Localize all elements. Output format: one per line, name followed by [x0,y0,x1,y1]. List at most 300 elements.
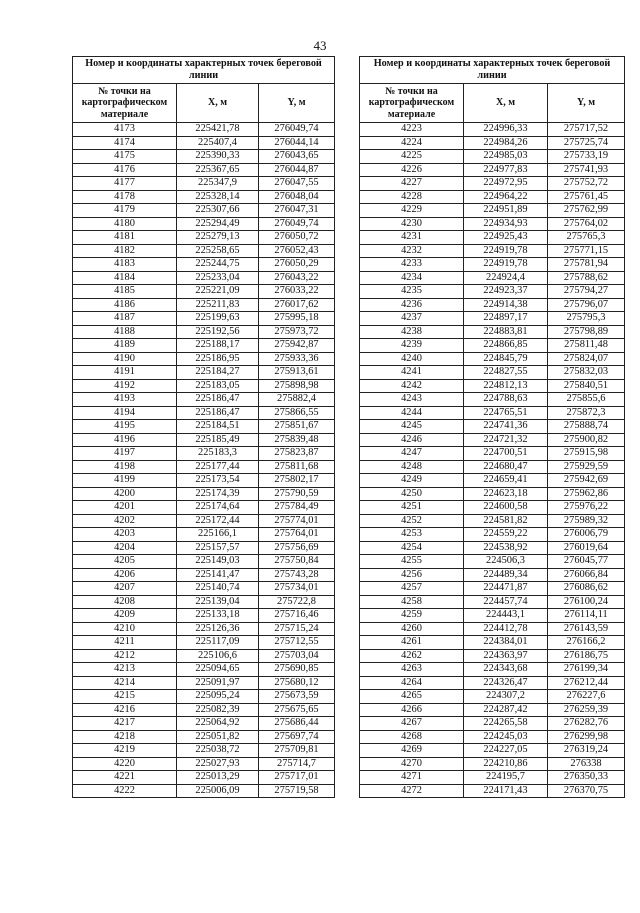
table-row [360,784,625,798]
y-coordinate-cell: 275703,04 [259,649,335,663]
point-number-cell: 4250 [360,487,464,501]
x-coordinate-cell: 225390,33 [177,150,259,164]
y-coordinate-cell: 275714,7 [259,757,335,771]
point-number-cell: 4264 [360,676,464,690]
point-number-cell: 4232 [360,244,464,258]
point-number-cell: 4227 [360,177,464,191]
table-row [360,325,625,339]
point-number-cell: 4239 [360,339,464,353]
table-row [360,420,625,434]
table-row [360,231,625,245]
point-number-cell: 4270 [360,757,464,771]
x-coordinate-cell: 225183,05 [177,379,259,393]
table-row [73,136,335,150]
y-coordinate-cell: 275709,81 [259,744,335,758]
point-number-cell: 4260 [360,622,464,636]
table-row [73,312,335,326]
x-coordinate-cell: 224559,22 [464,528,548,542]
x-coordinate-cell: 224741,36 [464,420,548,434]
y-coordinate-cell: 275811,68 [259,460,335,474]
table-row [73,420,335,434]
table-row [360,514,625,528]
x-coordinate-cell: 224227,05 [464,744,548,758]
point-number-cell: 4188 [73,325,177,339]
table-row [360,285,625,299]
x-coordinate-cell: 225091,97 [177,676,259,690]
point-number-cell: 4199 [73,474,177,488]
y-coordinate-cell: 276259,39 [548,703,625,717]
point-number-cell: 4249 [360,474,464,488]
y-coordinate-cell: 275734,01 [259,582,335,596]
table-row [73,717,335,731]
table-row [73,447,335,461]
table-row [360,298,625,312]
point-number-cell: 4210 [73,622,177,636]
x-coordinate-cell: 224765,51 [464,406,548,420]
x-coordinate-cell: 224700,51 [464,447,548,461]
y-coordinate-cell: 275725,74 [548,136,625,150]
table-row [360,339,625,353]
table-row [73,217,335,231]
y-coordinate-cell: 276017,62 [259,298,335,312]
x-coordinate-cell: 225294,49 [177,217,259,231]
point-number-cell: 4228 [360,190,464,204]
table-row [73,393,335,407]
x-coordinate-cell: 225133,18 [177,609,259,623]
table-row [73,609,335,623]
y-coordinate-cell: 275722,8 [259,595,335,609]
point-number-cell: 4243 [360,393,464,407]
point-number-cell: 4265 [360,690,464,704]
table-row [73,595,335,609]
y-coordinate-cell: 275686,44 [259,717,335,731]
x-coordinate-cell: 224210,86 [464,757,548,771]
x-coordinate-cell: 225117,09 [177,636,259,650]
y-coordinate-cell: 276033,22 [259,285,335,299]
point-number-cell: 4173 [73,123,177,137]
table-row [73,231,335,245]
point-number-cell: 4245 [360,420,464,434]
y-coordinate-cell: 275824,07 [548,352,625,366]
point-number-cell: 4179 [73,204,177,218]
x-coordinate-cell: 225106,6 [177,649,259,663]
x-coordinate-cell: 225186,47 [177,406,259,420]
y-coordinate-cell: 276050,29 [259,258,335,272]
point-number-cell: 4256 [360,568,464,582]
x-coordinate-cell: 225149,03 [177,555,259,569]
x-coordinate-cell: 225006,09 [177,784,259,798]
point-number-cell: 4240 [360,352,464,366]
table-row [73,285,335,299]
x-coordinate-cell: 224924,4 [464,271,548,285]
point-number-cell: 4175 [73,150,177,164]
x-coordinate-cell: 224659,41 [464,474,548,488]
table-row [73,325,335,339]
table-row [73,163,335,177]
x-coordinate-cell: 224897,17 [464,312,548,326]
y-coordinate-cell: 275976,22 [548,501,625,515]
x-coordinate-cell: 224623,18 [464,487,548,501]
y-coordinate-cell: 276212,44 [548,676,625,690]
x-coordinate-cell: 225141,47 [177,568,259,582]
y-coordinate-cell: 275790,59 [259,487,335,501]
x-coordinate-cell: 225233,04 [177,271,259,285]
table-row [73,514,335,528]
point-number-cell: 4187 [73,312,177,326]
table-row [73,636,335,650]
table-row [360,528,625,542]
table-row [73,757,335,771]
y-coordinate-cell: 276199,34 [548,663,625,677]
y-coordinate-cell: 276086,62 [548,582,625,596]
y-coordinate-cell: 276048,04 [259,190,335,204]
y-coordinate-cell: 276045,77 [548,555,625,569]
table-row [73,339,335,353]
point-number-cell: 4217 [73,717,177,731]
y-coordinate-cell: 276114,11 [548,609,625,623]
table-row [360,582,625,596]
table-row [360,123,625,137]
point-number-cell: 4218 [73,730,177,744]
x-coordinate-cell: 224883,81 [464,325,548,339]
point-number-cell: 4196 [73,433,177,447]
x-coordinate-cell: 224845,79 [464,352,548,366]
x-coordinate-cell: 225013,29 [177,771,259,785]
y-coordinate-cell: 275764,02 [548,217,625,231]
table-row [73,487,335,501]
point-number-cell: 4272 [360,784,464,798]
table-row [360,447,625,461]
x-coordinate-cell: 225192,56 [177,325,259,339]
table-row [360,703,625,717]
x-coordinate-cell: 225184,27 [177,366,259,380]
point-number-cell: 4230 [360,217,464,231]
table-title: Номер и координаты характерных точек береговой линии [73,57,335,84]
point-number-cell: 4242 [360,379,464,393]
coordinates-table-left [72,56,335,798]
table-row [360,730,625,744]
table-row [360,150,625,164]
point-number-cell: 4258 [360,595,464,609]
point-number-cell: 4184 [73,271,177,285]
table-row [360,487,625,501]
x-coordinate-cell: 225258,65 [177,244,259,258]
point-number-cell: 4224 [360,136,464,150]
point-number-cell: 4254 [360,541,464,555]
point-number-cell: 4176 [73,163,177,177]
x-coordinate-cell: 224919,78 [464,244,548,258]
point-number-cell: 4246 [360,433,464,447]
y-coordinate-cell: 275788,62 [548,271,625,285]
table-row [73,703,335,717]
point-number-cell: 4174 [73,136,177,150]
table-row [73,649,335,663]
column-header-y: Y, м [259,84,335,123]
table-row [73,730,335,744]
point-number-cell: 4247 [360,447,464,461]
x-coordinate-cell: 225183,3 [177,447,259,461]
point-number-cell: 4268 [360,730,464,744]
x-coordinate-cell: 225082,39 [177,703,259,717]
x-coordinate-cell: 224443,1 [464,609,548,623]
table-row [360,649,625,663]
x-coordinate-cell: 224914,38 [464,298,548,312]
table-row [360,690,625,704]
table-row [73,474,335,488]
y-coordinate-cell: 275784,49 [259,501,335,515]
table-row [360,622,625,636]
point-number-cell: 4222 [73,784,177,798]
y-coordinate-cell: 276019,64 [548,541,625,555]
y-coordinate-cell: 275929,59 [548,460,625,474]
x-coordinate-cell: 224680,47 [464,460,548,474]
y-coordinate-cell: 275798,89 [548,325,625,339]
point-number-cell: 4237 [360,312,464,326]
point-number-cell: 4219 [73,744,177,758]
table-row [360,366,625,380]
point-number-cell: 4220 [73,757,177,771]
x-coordinate-cell: 225307,66 [177,204,259,218]
y-coordinate-cell: 276043,65 [259,150,335,164]
x-coordinate-cell: 224287,42 [464,703,548,717]
point-number-cell: 4253 [360,528,464,542]
y-coordinate-cell: 275712,55 [259,636,335,650]
table-row [73,784,335,798]
table-row [360,636,625,650]
table-row [360,163,625,177]
x-coordinate-cell: 225184,51 [177,420,259,434]
table-row [73,690,335,704]
point-number-cell: 4267 [360,717,464,731]
y-coordinate-cell: 275832,03 [548,366,625,380]
x-coordinate-cell: 224972,95 [464,177,548,191]
table-row [360,744,625,758]
y-coordinate-cell: 275915,98 [548,447,625,461]
table-row [360,541,625,555]
table-row [73,541,335,555]
y-coordinate-cell: 275673,59 [259,690,335,704]
x-coordinate-cell: 225173,54 [177,474,259,488]
x-coordinate-cell: 224866,85 [464,339,548,353]
x-coordinate-cell: 224919,78 [464,258,548,272]
point-number-cell: 4261 [360,636,464,650]
table-row [360,312,625,326]
y-coordinate-cell: 275795,3 [548,312,625,326]
y-coordinate-cell: 275716,46 [259,609,335,623]
point-number-cell: 4214 [73,676,177,690]
x-coordinate-cell: 225140,74 [177,582,259,596]
y-coordinate-cell: 275913,61 [259,366,335,380]
point-number-cell: 4216 [73,703,177,717]
point-number-cell: 4183 [73,258,177,272]
table-row [360,271,625,285]
y-coordinate-cell: 275840,51 [548,379,625,393]
x-coordinate-cell: 224581,82 [464,514,548,528]
point-number-cell: 4241 [360,366,464,380]
point-number-cell: 4212 [73,649,177,663]
point-number-cell: 4231 [360,231,464,245]
y-coordinate-cell: 275762,99 [548,204,625,218]
y-coordinate-cell: 275794,27 [548,285,625,299]
point-number-cell: 4204 [73,541,177,555]
x-coordinate-cell: 224812,13 [464,379,548,393]
column-header-x: X, м [177,84,259,123]
column-header-point-number: № точки на картографическом материале [360,84,464,123]
x-coordinate-cell: 225347,9 [177,177,259,191]
y-coordinate-cell: 276370,75 [548,784,625,798]
x-coordinate-cell: 225051,82 [177,730,259,744]
x-coordinate-cell: 225157,57 [177,541,259,555]
table-row [360,352,625,366]
y-coordinate-cell: 275719,58 [259,784,335,798]
y-coordinate-cell: 276299,98 [548,730,625,744]
column-header-y: Y, м [548,84,625,123]
y-coordinate-cell: 275750,84 [259,555,335,569]
table-row [360,433,625,447]
y-coordinate-cell: 275756,69 [259,541,335,555]
y-coordinate-cell: 275872,3 [548,406,625,420]
x-coordinate-cell: 224307,2 [464,690,548,704]
y-coordinate-cell: 275839,48 [259,433,335,447]
x-coordinate-cell: 224489,34 [464,568,548,582]
x-coordinate-cell: 224171,43 [464,784,548,798]
x-coordinate-cell: 224600,58 [464,501,548,515]
column-header-x: X, м [464,84,548,123]
table-row [360,204,625,218]
y-coordinate-cell: 275717,01 [259,771,335,785]
table-row [360,217,625,231]
x-coordinate-cell: 225064,92 [177,717,259,731]
y-coordinate-cell: 275680,12 [259,676,335,690]
table-title: Номер и координаты характерных точек береговой линии [360,57,625,84]
y-coordinate-cell: 276227,6 [548,690,625,704]
x-coordinate-cell: 225027,93 [177,757,259,771]
y-coordinate-cell: 275933,36 [259,352,335,366]
table-row [73,150,335,164]
point-number-cell: 4208 [73,595,177,609]
table-row [73,555,335,569]
y-coordinate-cell: 275741,93 [548,163,625,177]
y-coordinate-cell: 276350,33 [548,771,625,785]
x-coordinate-cell: 224951,89 [464,204,548,218]
x-coordinate-cell: 225221,09 [177,285,259,299]
point-number-cell: 4248 [360,460,464,474]
point-number-cell: 4259 [360,609,464,623]
table-row [73,258,335,272]
y-coordinate-cell: 275888,74 [548,420,625,434]
point-number-cell: 4195 [73,420,177,434]
point-number-cell: 4221 [73,771,177,785]
point-number-cell: 4185 [73,285,177,299]
table-row [360,190,625,204]
point-number-cell: 4182 [73,244,177,258]
point-number-cell: 4233 [360,258,464,272]
x-coordinate-cell: 224788,63 [464,393,548,407]
y-coordinate-cell: 275771,15 [548,244,625,258]
table-body [360,123,625,798]
point-number-cell: 4191 [73,366,177,380]
y-coordinate-cell: 276166,2 [548,636,625,650]
y-coordinate-cell: 275690,85 [259,663,335,677]
x-coordinate-cell: 225174,64 [177,501,259,515]
point-number-cell: 4229 [360,204,464,218]
table-row [73,528,335,542]
y-coordinate-cell: 276043,22 [259,271,335,285]
point-number-cell: 4189 [73,339,177,353]
point-number-cell: 4244 [360,406,464,420]
y-coordinate-cell: 276066,84 [548,568,625,582]
y-coordinate-cell: 276047,31 [259,204,335,218]
table-row [360,609,625,623]
x-coordinate-cell: 224721,32 [464,433,548,447]
table-row [360,460,625,474]
x-coordinate-cell: 224343,68 [464,663,548,677]
x-coordinate-cell: 224245,03 [464,730,548,744]
table-row [360,568,625,582]
y-coordinate-cell: 275752,72 [548,177,625,191]
table-row [73,568,335,582]
point-number-cell: 4266 [360,703,464,717]
point-number-cell: 4251 [360,501,464,515]
point-number-cell: 4262 [360,649,464,663]
point-number-cell: 4209 [73,609,177,623]
table-row [360,136,625,150]
x-coordinate-cell: 225279,13 [177,231,259,245]
table-row [73,582,335,596]
point-number-cell: 4213 [73,663,177,677]
y-coordinate-cell: 276049,74 [259,123,335,137]
x-coordinate-cell: 225172,44 [177,514,259,528]
table-body [73,123,335,798]
x-coordinate-cell: 224471,87 [464,582,548,596]
y-coordinate-cell: 275717,52 [548,123,625,137]
y-coordinate-cell: 275796,07 [548,298,625,312]
y-coordinate-cell: 276050,72 [259,231,335,245]
y-coordinate-cell: 276044,14 [259,136,335,150]
point-number-cell: 4177 [73,177,177,191]
point-number-cell: 4257 [360,582,464,596]
x-coordinate-cell: 224457,74 [464,595,548,609]
point-number-cell: 4203 [73,528,177,542]
x-coordinate-cell: 225188,17 [177,339,259,353]
point-number-cell: 4186 [73,298,177,312]
y-coordinate-cell: 275811,48 [548,339,625,353]
x-coordinate-cell: 224977,83 [464,163,548,177]
y-coordinate-cell: 275781,94 [548,258,625,272]
x-coordinate-cell: 225199,63 [177,312,259,326]
y-coordinate-cell: 275898,98 [259,379,335,393]
y-coordinate-cell: 275765,3 [548,231,625,245]
x-coordinate-cell: 225094,65 [177,663,259,677]
x-coordinate-cell: 224925,43 [464,231,548,245]
table-row [360,379,625,393]
y-coordinate-cell: 275823,87 [259,447,335,461]
x-coordinate-cell: 225126,36 [177,622,259,636]
table-row [360,258,625,272]
table-row [73,298,335,312]
table-row [73,406,335,420]
x-coordinate-cell: 225367,65 [177,163,259,177]
table-row [360,177,625,191]
x-coordinate-cell: 224412,78 [464,622,548,636]
y-coordinate-cell: 275743,28 [259,568,335,582]
y-coordinate-cell: 276282,76 [548,717,625,731]
point-number-cell: 4198 [73,460,177,474]
point-number-cell: 4181 [73,231,177,245]
y-coordinate-cell: 275962,86 [548,487,625,501]
x-coordinate-cell: 225038,72 [177,744,259,758]
table-row [73,123,335,137]
